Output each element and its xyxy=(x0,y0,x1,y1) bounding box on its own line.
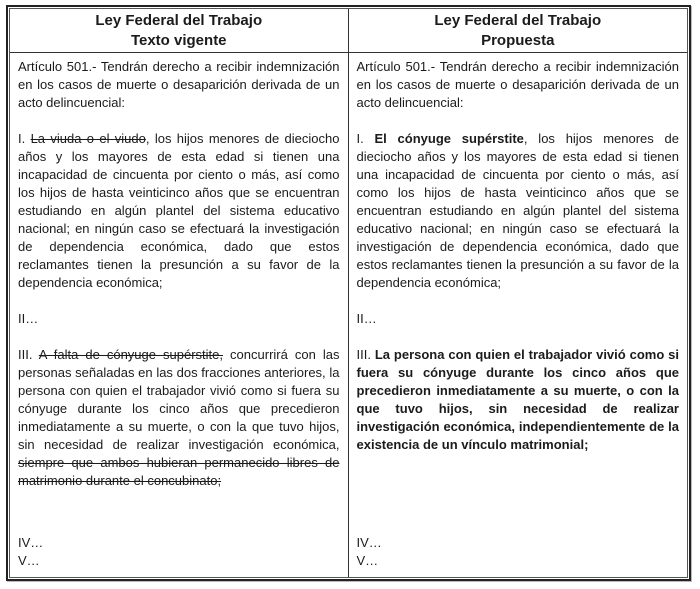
header-title-proposal: Ley Federal del Trabajo xyxy=(434,12,602,29)
fractions-iv-v-current xyxy=(18,534,340,570)
text-run: II… xyxy=(18,311,39,326)
comparison-table xyxy=(6,5,691,581)
text-run: V… xyxy=(356,553,379,568)
text-run: , los hijos menores de dieciocho años y los mayores de esta edad si tienen una incapacidad de cincuenta por ciento o más, así como los hijos de hasta veinticinco años que se encuentran estudiando en algún plantel del sistema educativo nacional; en ningún caso se efectuará la investigación de dependencia económica, dado que estos reclamantes tienen la presunción a su favor de la dependencia económica; xyxy=(356,131,680,290)
body-cell-proposal xyxy=(349,53,688,577)
paragraph xyxy=(18,310,340,328)
strike-text-run: La viuda o el viudo xyxy=(30,131,146,146)
header-subtitle-current: Texto vigente xyxy=(130,32,227,49)
paragraph xyxy=(357,310,680,328)
paragraph xyxy=(18,58,340,112)
comparison-table-grid xyxy=(9,8,688,578)
text-run: IV… xyxy=(356,535,382,550)
text-run: I. xyxy=(356,131,375,146)
text-run: Artículo 501.- Tendrán derecho a recibir indemnización en los casos de muerte o desaparición derivada de un acto delincuencial: xyxy=(356,59,679,110)
bold-text-run: El cónyuge supérstite xyxy=(374,131,524,146)
text-run: Artículo 501.- Tendrán derecho a recibir indemnización en los casos de muerte o desaparición derivada de un acto delincuencial: xyxy=(18,59,340,110)
paragraph xyxy=(357,130,680,292)
article-text-current xyxy=(18,58,340,490)
fractions-iv-v-proposal xyxy=(357,534,680,570)
text-run: , los hijos menores de dieciocho años y los mayores de esta edad si tienen una incapacidad de cincuenta por ciento o más, así como los hijos de hasta veinticinco años que se encuentran estudiando en algún plantel del sistema educativo nacional; en ningún caso se efectuará la investigación de dependencia económica, dado que estos reclamantes tienen la presunción a su favor de la dependencia económica; xyxy=(18,131,340,290)
text-run: III. xyxy=(356,347,375,362)
text-run: V… xyxy=(18,553,40,568)
header-title-current: Ley Federal del Trabajo xyxy=(95,12,263,29)
text-run: IV… xyxy=(18,535,44,550)
article-text-proposal xyxy=(357,58,680,454)
text-run: concurrirá con las personas señaladas en las dos fracciones anteriores, la persona con quien el trabajador vivió como si fuera su cónyuge durante los cinco años que precedieron inmediatamente a su muerte, o con la que tuvo hijos, sin necesidad de realizar investigación económica, xyxy=(18,347,340,452)
paragraph xyxy=(357,346,680,454)
paragraph xyxy=(18,552,340,570)
text-run: I. xyxy=(18,131,31,146)
paragraph xyxy=(18,534,340,552)
bold-text-run: La persona con quien el trabajador vivió como si fuera su cónyuge durante los cinco años que precedieron inmediatamente a su muerte, o con la que tuvo hijos, sin necesidad de realizar investigación económica, independientemente de la existencia de un vínculo matrimonial; xyxy=(356,347,680,452)
strike-text-run: siempre que ambos hubieran permanecido libres de matrimonio durante el concubinato; xyxy=(18,455,340,488)
paragraph xyxy=(18,130,340,292)
text-run: III. xyxy=(18,347,39,362)
paragraph xyxy=(18,346,340,490)
paragraph xyxy=(357,534,680,552)
strike-text-run: A falta de cónyuge supérstite, xyxy=(38,347,224,362)
body-cell-current xyxy=(10,53,349,577)
text-run: II… xyxy=(356,311,377,326)
paragraph xyxy=(357,552,680,570)
paragraph xyxy=(357,58,680,112)
header-cell-current xyxy=(10,9,349,53)
header-cell-proposal xyxy=(349,9,688,53)
header-subtitle-proposal: Propuesta xyxy=(481,32,555,49)
